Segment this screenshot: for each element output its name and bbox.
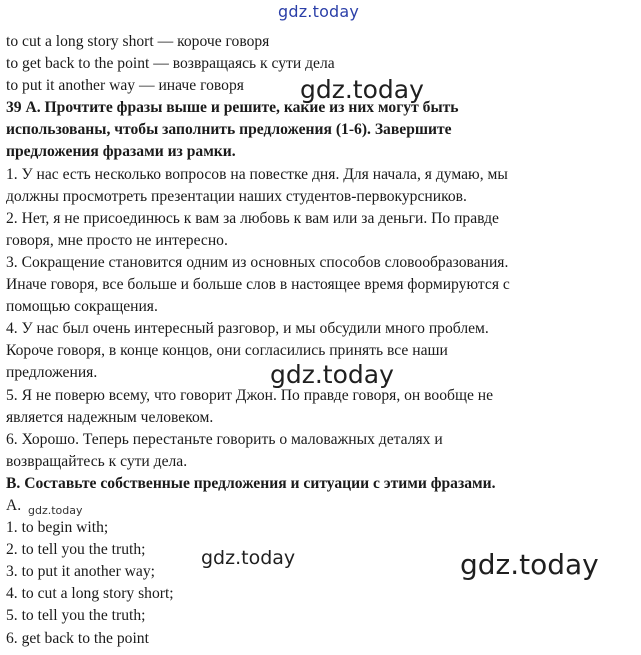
phrase-line: to get back to the point — возвращаясь к сути дела [6, 55, 335, 73]
sentence-line: 2. Нет, я не присоединюсь к вам за любовь к вам или за деньги. По правде [6, 209, 499, 227]
watermark-large: gdz.today [460, 548, 599, 581]
sentence-line: возвращайтесь к сути дела. [6, 452, 188, 470]
watermark-overlay: gdz.today [300, 75, 424, 104]
sentence-line: предложения. [6, 364, 98, 382]
sentence-line: 1. У нас есть несколько вопросов на повестке дня. Для начала, я думаю, мы [6, 165, 508, 183]
task-a-line: использованы, чтобы заполнить предложения (1-6). Завершите [6, 121, 452, 139]
answer-item: 5. to tell you the truth; [6, 607, 146, 625]
sentence-line: Иначе говоря, все больше и больше слов в настоящее время формируются с [6, 276, 510, 294]
answer-item: 3. to put it another way; [6, 563, 155, 581]
watermark-small: gdz.today [28, 504, 83, 517]
sentence-line: 4. У нас был очень интересный разговор, и мы обсудили много проблем. [6, 320, 489, 338]
sentence-line: является надежным человеком. [6, 408, 214, 426]
phrase-line: to cut a long story short — короче говоря [6, 33, 270, 50]
task-b-heading: В. Составьте собственные предложения и ситуации с этими фразами. [6, 474, 496, 492]
task-a-line: предложения фразами из рамки. [6, 143, 236, 161]
task-a-instruction [6, 97, 636, 163]
watermark-overlay: gdz.today [201, 547, 296, 569]
task-a-line: 39 А. Прочтите фразы выше и решите, какие из них могут быть [6, 99, 459, 117]
sentence-line: говоря, мне просто не интересно. [6, 231, 228, 249]
sentence-line: 3. Сокращение становится одним из основных способов словообразования. [6, 253, 509, 271]
sentence-line: 5. Я не поверю всему, что говорит Джон. По правде говоря, он вообще не [6, 386, 494, 404]
sentence-line: Короче говоря, в конце концов, они согласились принять все наши [6, 342, 448, 360]
watermark-overlay: gdz.today [270, 360, 394, 389]
sentence-list [6, 164, 636, 473]
answer-item: 6. get back to the point [6, 629, 149, 647]
sentence-line: должны просмотреть презентации наших студентов-первокурсников. [6, 187, 467, 205]
answer-item: 1. to begin with; [6, 519, 109, 537]
answer-item: 2. to tell you the truth; [6, 541, 146, 559]
answer-label: А. [6, 496, 22, 514]
answer-item: 4. to cut a long story short; [6, 585, 174, 603]
watermark-header: gdz.today [278, 2, 360, 21]
sentence-line: помощью сокращения. [6, 298, 158, 316]
phrase-line: to put it another way — иначе говоря [6, 77, 244, 95]
sentence-line: 6. Хорошо. Теперь перестаньте говорить о маловажных деталях и [6, 430, 443, 448]
